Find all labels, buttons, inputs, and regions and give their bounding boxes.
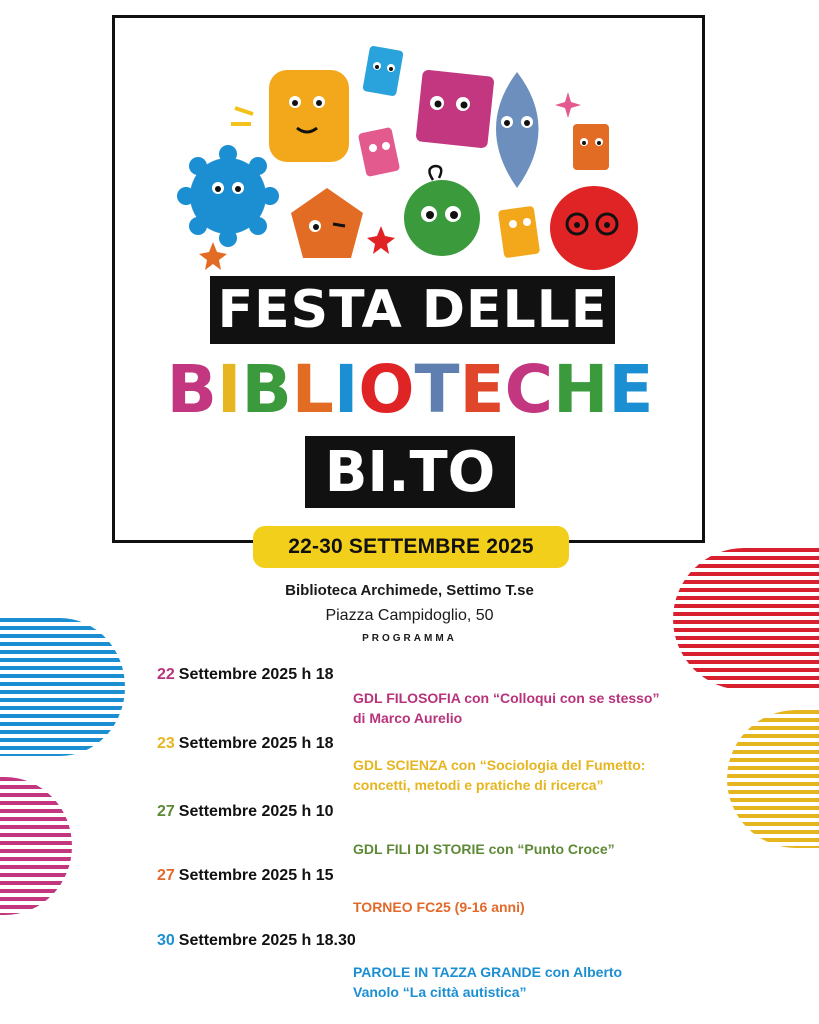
event-day: 30	[157, 932, 175, 949]
event-title-line: GDL FILI DI STORIE con “Punto Croce”	[353, 841, 615, 857]
event-date	[157, 867, 334, 885]
title-letter: I	[333, 351, 359, 428]
green-circle-character-icon	[404, 166, 480, 256]
blue-leaf-character-icon	[496, 72, 539, 188]
event-day: 23	[157, 735, 175, 752]
red-blob-character-icon	[550, 186, 638, 270]
event-date	[157, 932, 356, 950]
event-item	[157, 666, 660, 726]
book-characters-illustration	[115, 18, 702, 288]
title-letter: E	[459, 351, 505, 428]
event-title-line: TORNEO FC25 (9-16 anni)	[353, 899, 525, 915]
event-title	[353, 839, 753, 859]
star-icon	[367, 226, 395, 254]
title-letter: T	[414, 351, 460, 428]
title-letter: B	[241, 351, 292, 428]
title-line-bito: BI.TO	[305, 436, 515, 508]
title-line-festa-delle: FESTA DELLE	[210, 276, 615, 344]
program-heading: PROGRAMMA	[362, 633, 457, 644]
event-title-line: PAROLE IN TAZZA GRANDE con Alberto	[353, 964, 623, 980]
event-item	[157, 867, 525, 915]
yellow-square-character-icon	[231, 70, 349, 162]
blue-gear-character-icon	[177, 145, 279, 247]
event-month-time: Settembre 2025 h 15	[178, 867, 334, 884]
event-date	[157, 803, 334, 821]
event-title-line: Vanolo “La città autistica”	[353, 984, 527, 1000]
dates-banner: 22-30 SETTEMBRE 2025	[253, 526, 569, 568]
event-item	[157, 932, 623, 1000]
event-date	[157, 735, 334, 753]
title-letter: L	[291, 351, 334, 428]
venue-address: Piazza Campidoglio, 50	[325, 607, 494, 624]
venue-name: Biblioteca Archimede, Settimo T.se	[285, 582, 534, 599]
sparkle-icon	[555, 92, 581, 118]
title-line-biblioteche	[150, 352, 670, 428]
event-title-line: di Marco Aurelio	[353, 710, 463, 726]
orange-pentagon-character-icon	[291, 188, 363, 258]
orange-book-character-icon	[573, 124, 609, 170]
striped-shape-magenta-left	[0, 777, 72, 915]
event-month-time: Settembre 2025 h 10	[178, 803, 334, 820]
blue-book-character-icon	[362, 45, 403, 96]
title-letter: E	[608, 351, 654, 428]
magenta-square-character-icon	[415, 69, 494, 148]
event-title	[353, 688, 753, 728]
event-date	[157, 666, 334, 684]
event-day: 27	[157, 867, 175, 884]
event-title	[353, 755, 753, 795]
yellow-book-character-icon	[498, 206, 540, 259]
title-letter: I	[216, 351, 242, 428]
title-letter: H	[553, 351, 609, 428]
event-month-time: Settembre 2025 h 18	[178, 666, 334, 683]
star-icon	[199, 242, 227, 270]
title-letter: B	[166, 351, 217, 428]
title-letter: O	[358, 351, 415, 428]
pink-book-character-icon	[358, 127, 400, 177]
event-day: 22	[157, 666, 175, 683]
event-day: 27	[157, 803, 175, 820]
title-letter: C	[504, 351, 554, 428]
event-month-time: Settembre 2025 h 18.30	[178, 932, 356, 949]
event-title-line: GDL SCIENZA con “Sociologia del Fumetto:	[353, 757, 646, 773]
event-item	[157, 735, 646, 793]
event-item	[157, 803, 615, 857]
event-title-line: concetti, metodi e pratiche di ricerca”	[353, 777, 604, 793]
event-title	[353, 962, 753, 1002]
event-title	[353, 897, 753, 917]
event-title-line: GDL FILOSOFIA con “Colloqui con se stesso”	[353, 690, 660, 706]
event-month-time: Settembre 2025 h 18	[178, 735, 334, 752]
